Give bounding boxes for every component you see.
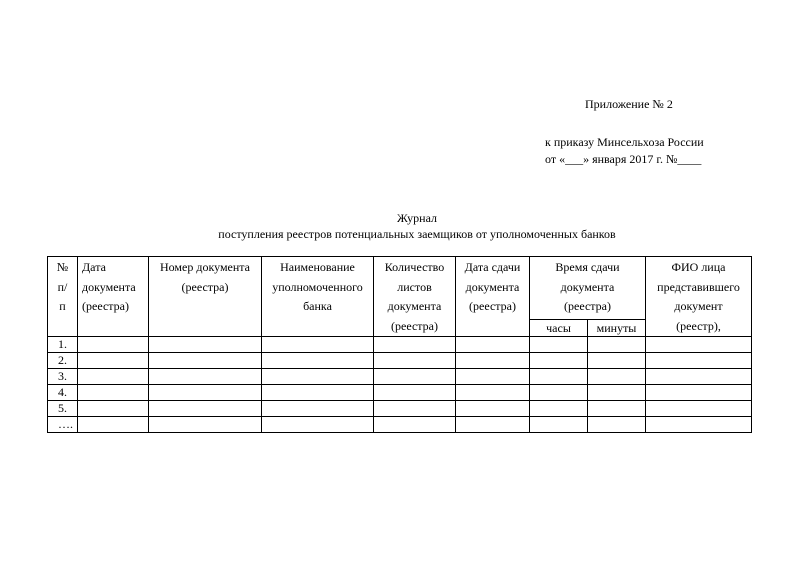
cell-submission-date (456, 401, 530, 417)
cell-submitter-name (646, 417, 752, 433)
cell-bank-name (262, 417, 374, 433)
cell-submission-hours (530, 353, 588, 369)
cell-sheet-count (374, 337, 456, 353)
cell-submission-minutes (588, 337, 646, 353)
cell-submitter-name (646, 353, 752, 369)
cell-submission-minutes (588, 401, 646, 417)
row-number: 3. (48, 369, 78, 385)
cell-document-number (149, 337, 262, 353)
annex-order-date: от «___» января 2017 г. №____ (545, 152, 702, 166)
cell-submission-minutes (588, 369, 646, 385)
cell-document-date (78, 353, 149, 369)
annex-title: Приложение № 2 (585, 97, 673, 111)
header-submitter-name: ФИО лица представившего документ (реестр), (646, 257, 752, 337)
cell-sheet-count (374, 353, 456, 369)
cell-submitter-name (646, 401, 752, 417)
table-row (48, 337, 752, 353)
cell-submission-hours (530, 385, 588, 401)
cell-document-number (149, 385, 262, 401)
cell-submitter-name (646, 385, 752, 401)
cell-document-number (149, 401, 262, 417)
cell-submission-hours (530, 417, 588, 433)
cell-document-date (78, 337, 149, 353)
header-sheet-count: Количество листов документа (реестра) (374, 257, 456, 337)
cell-document-number (149, 353, 262, 369)
cell-bank-name (262, 353, 374, 369)
cell-bank-name (262, 369, 374, 385)
cell-sheet-count (374, 401, 456, 417)
cell-submission-hours (530, 401, 588, 417)
header-bank-name: Наименование уполномоченного банка (262, 257, 374, 337)
table-body (48, 337, 752, 433)
journal-subtitle: поступления реестров потенциальных заемщиков от уполномоченных банков (218, 227, 616, 241)
cell-submission-minutes (588, 417, 646, 433)
cell-document-number (149, 369, 262, 385)
row-number: …. (48, 417, 78, 433)
cell-submitter-name (646, 369, 752, 385)
cell-submission-minutes (588, 385, 646, 401)
row-number: 2. (48, 353, 78, 369)
cell-submission-minutes (588, 353, 646, 369)
table-row (48, 353, 752, 369)
table-row (48, 417, 752, 433)
row-number: 4. (48, 385, 78, 401)
cell-document-date (78, 401, 149, 417)
cell-document-date (78, 417, 149, 433)
header-document-date: Дата документа (реестра) (78, 257, 149, 337)
cell-bank-name (262, 385, 374, 401)
cell-submission-date (456, 369, 530, 385)
header-document-number: Номер документа (реестра) (149, 257, 262, 337)
cell-sheet-count (374, 369, 456, 385)
cell-submission-date (456, 337, 530, 353)
cell-bank-name (262, 401, 374, 417)
header-submission-time: Время сдачи документа (реестра) (530, 257, 646, 320)
cell-bank-name (262, 337, 374, 353)
header-submission-date: Дата сдачи документа (реестра) (456, 257, 530, 337)
table-row (48, 369, 752, 385)
header-submission-hours: часы (530, 320, 588, 337)
cell-submitter-name (646, 337, 752, 353)
cell-document-date (78, 385, 149, 401)
cell-document-date (78, 369, 149, 385)
cell-submission-date (456, 417, 530, 433)
journal-title: Журнал (396, 211, 437, 225)
table-row (48, 385, 752, 401)
header-row-number: № п/ п (48, 257, 78, 337)
cell-document-number (149, 417, 262, 433)
table-row (48, 401, 752, 417)
row-number: 5. (48, 401, 78, 417)
cell-submission-date (456, 353, 530, 369)
row-number: 1. (48, 337, 78, 353)
cell-submission-hours (530, 337, 588, 353)
annex-order-reference: к приказу Минсельхоза России (545, 135, 704, 149)
cell-sheet-count (374, 385, 456, 401)
cell-submission-date (456, 385, 530, 401)
header-submission-minutes: минуты (588, 320, 646, 337)
cell-sheet-count (374, 417, 456, 433)
cell-submission-hours (530, 369, 588, 385)
registry-journal-table (47, 256, 752, 433)
